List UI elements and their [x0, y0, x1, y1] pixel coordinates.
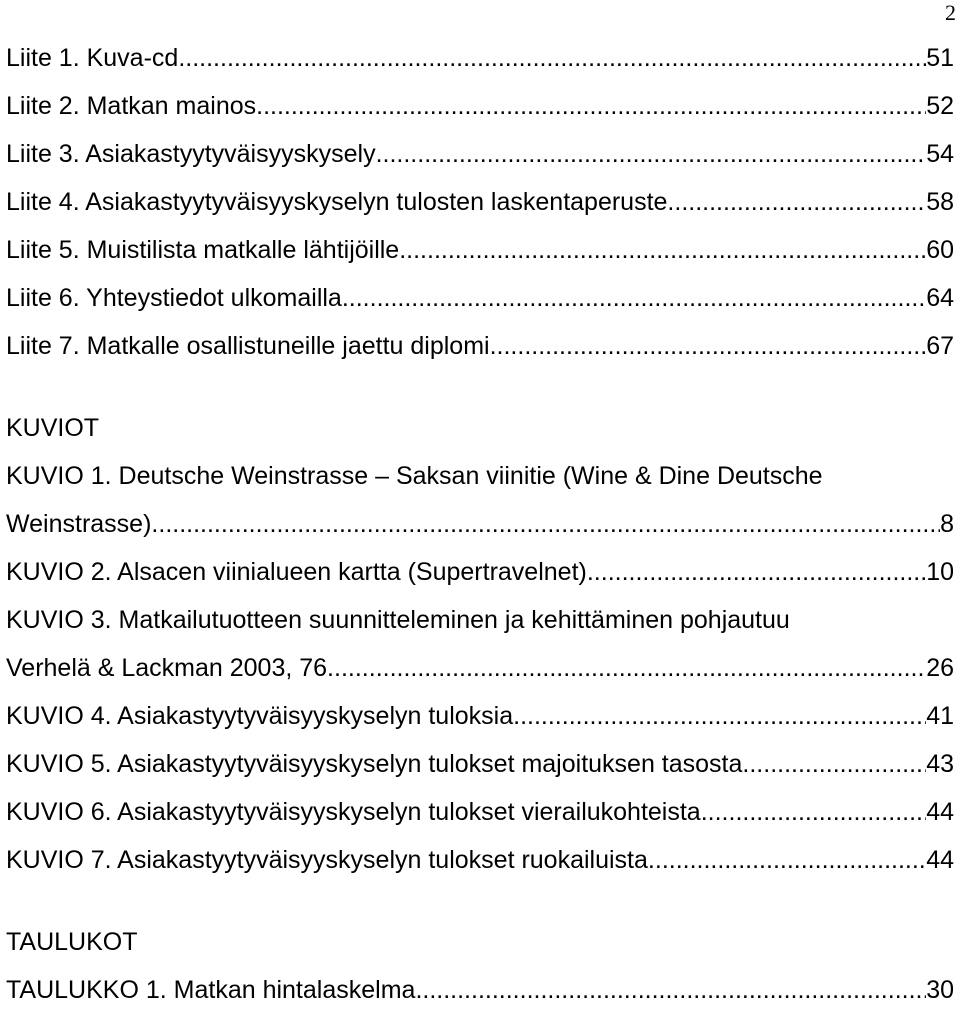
- toc-entry-title: KUVIO 5. Asiakastyytyväisyyskyselyn tulokset majoituksen tasosta: [6, 750, 743, 778]
- leader-dots: [342, 274, 926, 322]
- toc-entry-title: KUVIO 3. Matkailutuotteen suunnitteleminen ja kehittäminen pohjautuu: [6, 606, 790, 634]
- leader-dots: [674, 178, 926, 226]
- leader-dots: [701, 788, 926, 836]
- toc-entry-page: 41: [926, 702, 954, 730]
- toc-entry-appendix-5[interactable]: [6, 226, 954, 274]
- leader-dots: [263, 82, 926, 130]
- toc-entry-title: Liite 5. Muistilista matkalle lähtijöille: [6, 236, 400, 264]
- toc-entry-figure-7[interactable]: [6, 836, 954, 884]
- toc-entry-page: 64: [926, 284, 954, 312]
- toc-entry-title: Weinstrasse): [6, 510, 152, 538]
- leader-dots: [513, 692, 926, 740]
- toc-entry-title: Liite 2. Matkan mainos.: [6, 92, 264, 120]
- toc-entry-appendix-7[interactable]: [6, 322, 954, 370]
- toc-entry-page: 26: [926, 654, 954, 682]
- toc-entry-page: 44: [926, 846, 954, 874]
- toc-entry-appendix-1[interactable]: [6, 34, 954, 82]
- toc-entry-table-1[interactable]: [6, 966, 954, 1014]
- toc-entry-page: 58: [926, 188, 954, 216]
- toc-entry-appendix-2[interactable]: [6, 82, 954, 130]
- toc-entry-title: TAULUKKO 1. Matkan hintalaskelma: [6, 976, 416, 1004]
- toc-entry-page: 54: [926, 140, 954, 168]
- toc-entry-title: Liite 6. Yhteystiedot ulkomailla: [6, 284, 342, 312]
- toc-entry-title: Liite 1. Kuva-cd: [6, 44, 179, 72]
- toc-entry-page: 30: [926, 976, 954, 1004]
- toc-entry-appendix-6[interactable]: [6, 274, 954, 322]
- toc-entry-appendix-3[interactable]: [6, 130, 954, 178]
- toc-entry-title: Liite 7. Matkalle osallistuneille jaettu diplomi: [6, 332, 490, 360]
- toc-entry-title: Liite 4. Asiakastyytyväisyyskyselyn tulosten laskentaperuste.: [6, 188, 675, 216]
- toc-entry-page: 52: [926, 92, 954, 120]
- toc-entry-figure-6[interactable]: [6, 788, 954, 836]
- toc-entry-page: 10: [926, 558, 954, 586]
- toc-entry-page: 67: [926, 332, 954, 360]
- toc-entry-page: 43: [926, 750, 954, 778]
- toc-entry-page: 60: [926, 236, 954, 264]
- toc-entry-appendix-4[interactable]: [6, 178, 954, 226]
- page-number: 2: [945, 0, 956, 25]
- toc-entry-page: 51: [926, 44, 954, 72]
- leader-dots: [742, 740, 926, 788]
- toc-entry-title: Verhelä & Lackman 2003, 76.: [6, 654, 335, 682]
- leader-dots: [490, 322, 927, 370]
- leader-dots: [334, 644, 926, 692]
- toc-entry-title: KUVIO 7. Asiakastyytyväisyyskyselyn tulokset ruokailuista: [6, 846, 648, 874]
- toc-entry-figure-4[interactable]: [6, 692, 954, 740]
- toc-entry-title: KUVIO 2. Alsacen viinialueen kartta (Supertravelnet): [6, 558, 587, 586]
- toc-entry-title: KUVIO 6. Asiakastyytyväisyyskyselyn tulokset vierailukohteista: [6, 798, 701, 826]
- section-gap: [6, 884, 954, 918]
- toc-entry-figure-3-line-1[interactable]: [6, 596, 954, 644]
- leader-dots: [178, 34, 926, 82]
- toc-entry-figure-2[interactable]: [6, 548, 954, 596]
- toc-entry-figure-3-line-2[interactable]: [6, 644, 954, 692]
- section-gap: [6, 370, 954, 404]
- toc-entry-page: 44: [926, 798, 954, 826]
- toc-entry-title: KUVIO 1. Deutsche Weinstrasse – Saksan viinitie (Wine & Dine Deutsche: [6, 462, 823, 490]
- leader-dots: [648, 836, 926, 884]
- toc-entry-page: 8: [940, 510, 954, 538]
- toc-entry-figure-1-line-1[interactable]: [6, 452, 954, 500]
- leader-dots: [415, 966, 926, 1014]
- leader-dots: [376, 130, 927, 178]
- toc-entry-figure-5[interactable]: [6, 740, 954, 788]
- leader-dots: [399, 226, 926, 274]
- toc-entry-figure-1-line-2[interactable]: [6, 500, 954, 548]
- toc-entry-title: KUVIO 4. Asiakastyytyväisyyskyselyn tuloksia: [6, 702, 514, 730]
- figures-heading: KUVIOT: [6, 414, 100, 442]
- leader-dots: [151, 500, 940, 548]
- table-of-contents: [6, 34, 954, 1014]
- leader-dots: [587, 548, 926, 596]
- toc-entry-title: Liite 3. Asiakastyytyväisyyskysely: [6, 140, 376, 168]
- tables-heading: TAULUKOT: [6, 928, 138, 956]
